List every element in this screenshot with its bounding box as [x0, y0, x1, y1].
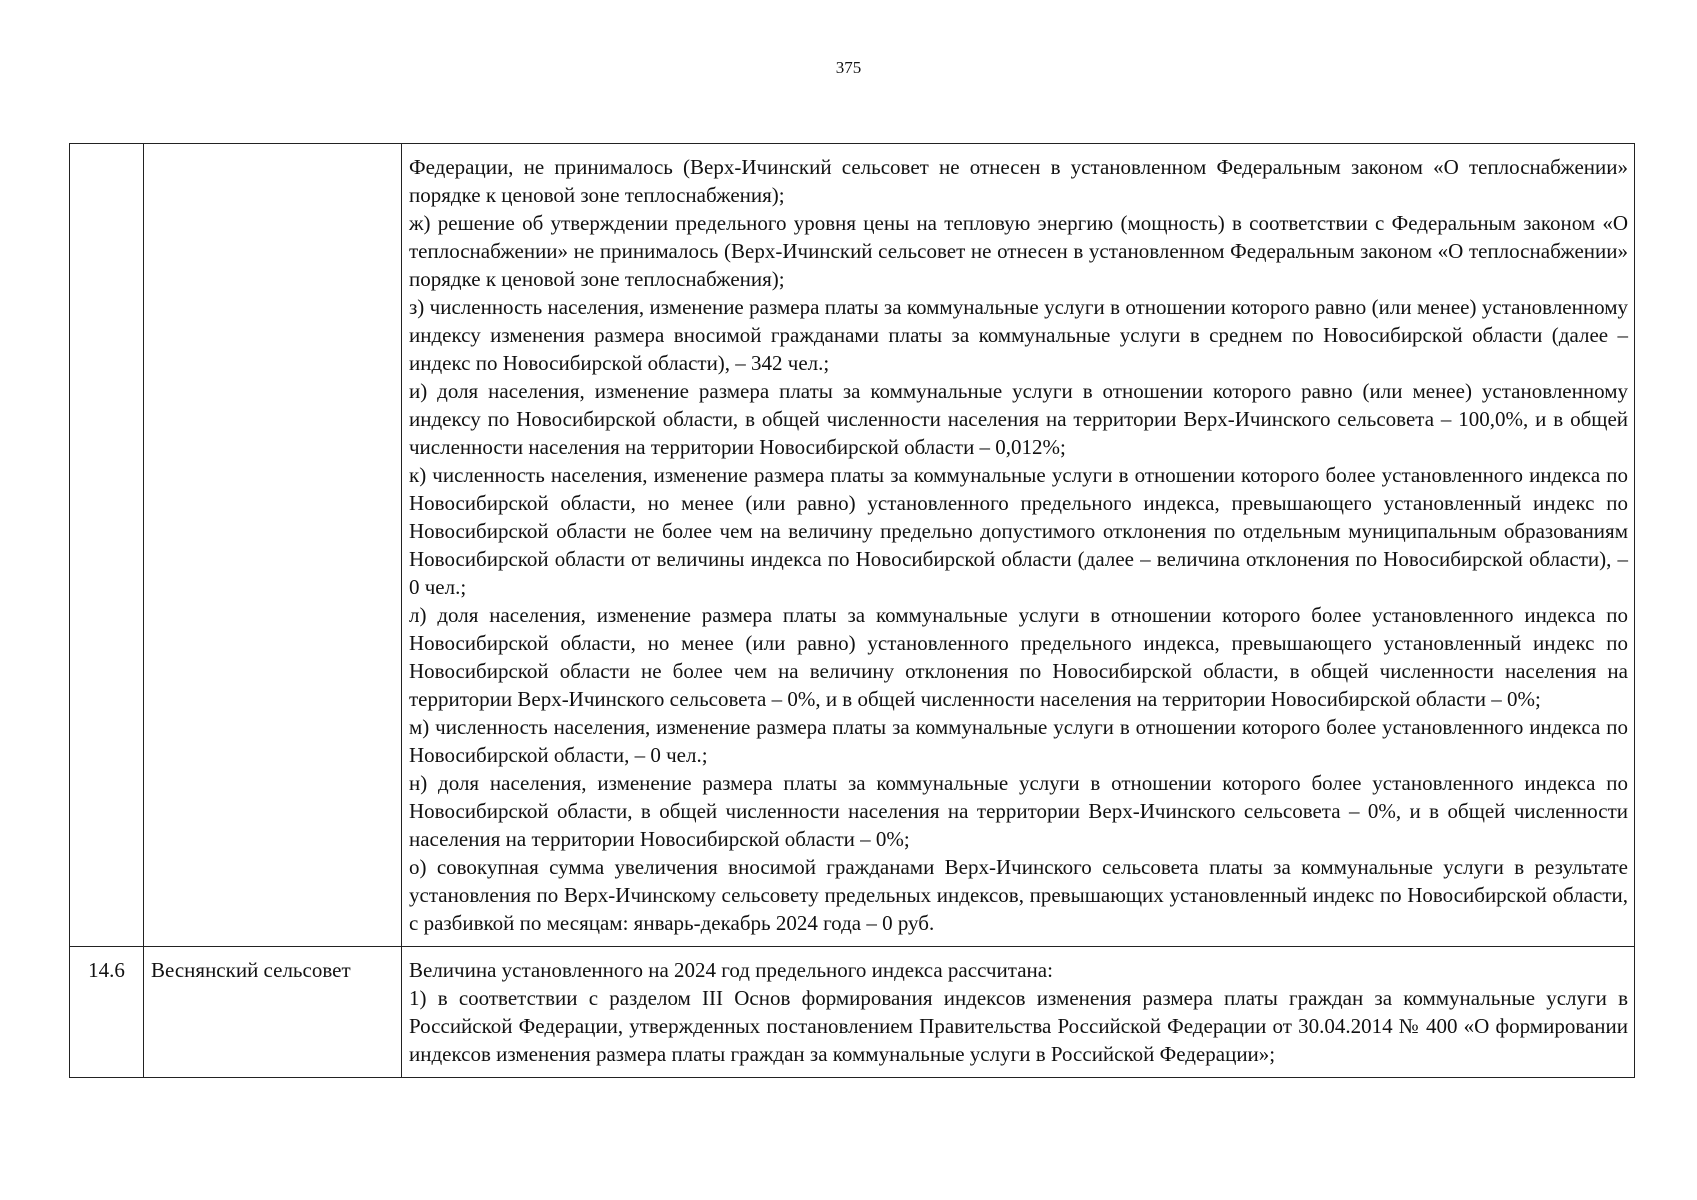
paragraph: Величина установленного на 2024 год предельного индекса рассчитана:: [409, 958, 1053, 982]
paragraph: 1) в соответствии с разделом III Основ формирования индексов изменения размера платы граждан за коммунальные услуги в Российской Федерации, утвержденных постановлением Правительства Российской Федерации от 30.04.2014 № 400 «О формировании индексов изменения размера платы граждан за коммунальные услуги в Российской Федерации»;: [409, 986, 1628, 1066]
municipality-name-cell: Веснянский сельсовет: [144, 947, 402, 1078]
page-number: 375: [835, 58, 862, 77]
table-row: [70, 144, 1635, 947]
paragraph: Федерации, не принималось (Верх-Ичинский сельсовет не отнесен в установленном Федеральным законом «О теплоснабжении» порядке к ценовой зоне теплоснабжения);: [409, 155, 1628, 207]
municipality-name-cell: [144, 144, 402, 947]
paragraph: к) численность населения, изменение размера платы за коммунальные услуги в отношении которого более установленного индекса по Новосибирской области, но менее (или равно) установленного предельного индекса, превышающего установленный индекс по Новосибирской области не более чем на величину предельно допустимого отклонения по отдельным муниципальным образованиям Новосибирской области от величины индекса по Новосибирской области (далее – величина отклонения по Новосибирской области), – 0 чел.;: [409, 463, 1628, 599]
paragraph: м) численность населения, изменение размера платы за коммунальные услуги в отношении которого более установленного индекса по Новосибирской области, – 0 чел.;: [409, 715, 1628, 767]
paragraph: и) доля населения, изменение размера платы за коммунальные услуги в отношении которого равно (или менее) установленному индексу по Новосибирской области, в общей численности населения на территории Верх-Ичинского сельсовета – 100,0%, и в общей численности населения на территории Новосибирской области – 0,012%;: [409, 379, 1628, 459]
paragraph: н) доля населения, изменение размера платы за коммунальные услуги в отношении которого более установленного индекса по Новосибирской области, в общей численности населения на территории Верх-Ичинского сельсовета – 0%, и в общей численности населения на территории Новосибирской области – 0%;: [409, 771, 1628, 851]
description-cell: [402, 144, 1635, 947]
paragraph: л) доля населения, изменение размера платы за коммунальные услуги в отношении которого более установленного индекса по Новосибирской области, но менее (или равно) установленного предельного индекса, превышающего установленный индекс по Новосибирской области не более чем на величину отклонения по Новосибирской области, в общей численности населения на территории Верх-Ичинского сельсовета – 0%, и в общей численности населения на территории Новосибирской области – 0%;: [409, 603, 1628, 711]
paragraph: о) совокупная сумма увеличения вносимой гражданами Верх-Ичинского сельсовета платы за коммунальные услуги в результате установления по Верх-Ичинскому сельсовету предельных индексов, превышающих установленный индекс по Новосибирской области, с разбивкой по месяцам: январь-декабрь 2024 года – 0 руб.: [409, 855, 1628, 935]
row-number-cell: 14.6: [70, 947, 144, 1078]
description-cell: [402, 947, 1635, 1078]
row-number-cell: [70, 144, 144, 947]
document-table: [69, 143, 1635, 1078]
paragraph: ж) решение об утверждении предельного уровня цены на тепловую энергию (мощность) в соответствии с Федеральным законом «О теплоснабжении» не принималось (Верх-Ичинский сельсовет не отнесен в установленном Федеральным законом «О теплоснабжении» порядке к ценовой зоне теплоснабжения);: [409, 211, 1628, 291]
table-row: [70, 947, 1635, 1078]
paragraph: з) численность населения, изменение размера платы за коммунальные услуги в отношении которого равно (или менее) установленному индексу изменения размера вносимой гражданами платы за коммунальные услуги в среднем по Новосибирской области (далее – индекс по Новосибирской области), – 342 чел.;: [409, 295, 1628, 375]
